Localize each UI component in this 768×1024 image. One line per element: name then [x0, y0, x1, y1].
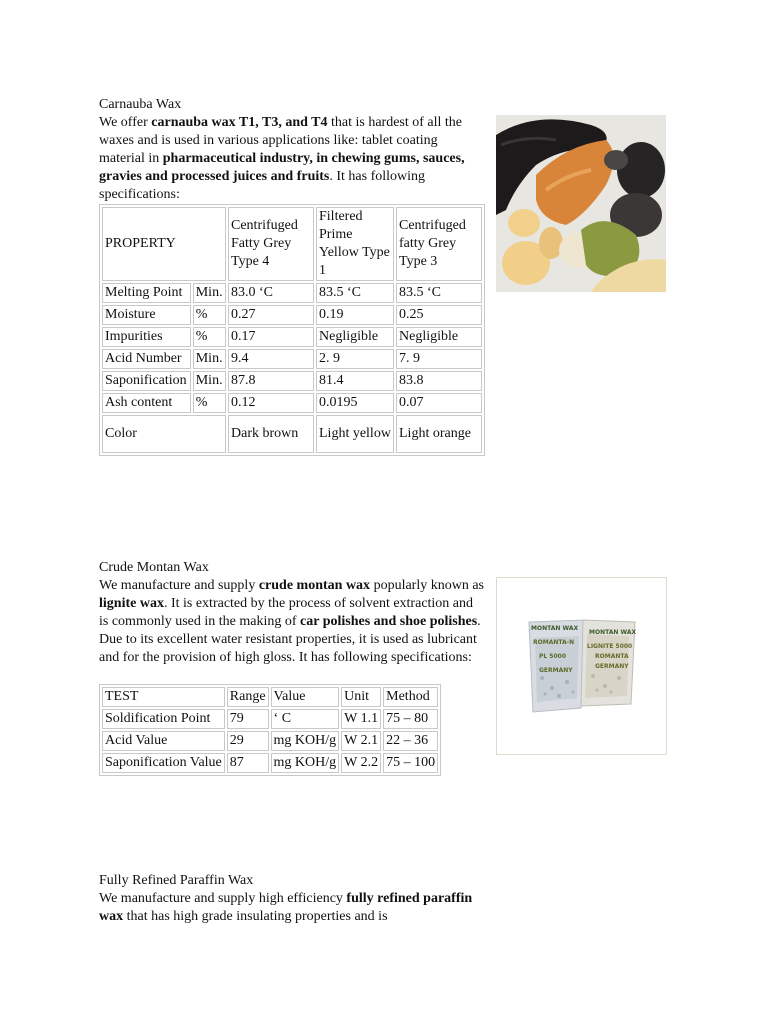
- header-cell: Centrifuged fatty Grey Type 3: [396, 207, 482, 281]
- cell: Min.: [193, 349, 226, 369]
- cell: Negligible: [316, 327, 394, 347]
- cell: 83.5 ‘C: [396, 283, 482, 303]
- table-row: [102, 349, 482, 369]
- carnauba-header-row: [102, 207, 482, 281]
- cell: Impurities: [102, 327, 191, 347]
- header-cell: Filtered Prime Yellow Type 1: [316, 207, 394, 281]
- cell: %: [193, 305, 226, 325]
- montan-spec-table: [99, 684, 441, 776]
- cell: 9.4: [228, 349, 314, 369]
- header-cell: TEST: [102, 687, 225, 707]
- cell: Moisture: [102, 305, 191, 325]
- montan-text-2: crude montan wax: [258, 578, 371, 593]
- carnauba-title: Carnauba Wax: [99, 97, 182, 112]
- cell: 0.12: [228, 393, 314, 413]
- bag-right-label-1: MONTAN WAX: [589, 629, 637, 636]
- cell: Saponification: [102, 371, 191, 391]
- paraffin-title: Fully Refined Paraffin Wax: [99, 873, 254, 888]
- cell: 0.17: [228, 327, 314, 347]
- cell: mg KOH/g: [271, 753, 340, 773]
- cell: Negligible: [396, 327, 482, 347]
- cell: 87.8: [228, 371, 314, 391]
- cell: 75 – 100: [383, 753, 438, 773]
- carnauba-text-2: carnauba wax T1, T3, and T4: [151, 115, 328, 130]
- cell: 81.4: [316, 371, 394, 391]
- carnauba-text-5: . It has following specifications:: [99, 169, 426, 202]
- cell: 0.0195: [316, 393, 394, 413]
- cell: Saponification Value: [102, 753, 225, 773]
- carnauba-wax-image: [496, 115, 666, 292]
- table-row: [102, 709, 438, 729]
- cell: Light orange: [396, 415, 482, 453]
- montan-text-1: We manufacture and supply: [99, 578, 259, 593]
- carnauba-text-3: that is hardest of all the waxes and is used in various applications like: tablet coating material in: [99, 115, 463, 166]
- table-row: [102, 731, 438, 751]
- cell: Min.: [193, 371, 226, 391]
- carnauba-spec-table: [99, 204, 485, 456]
- cell: Min.: [193, 283, 226, 303]
- header-cell: PROPERTY: [102, 207, 226, 281]
- cell: 0.19: [316, 305, 394, 325]
- cell: W 2.2: [341, 753, 381, 773]
- montan-text-7: . Due to its excellent water resistant properties, it is used as lubricant and for the provision of high gloss. It has following specifications:: [99, 614, 481, 665]
- cell: 0.25: [396, 305, 482, 325]
- paraffin-text-2: fully refined paraffin wax: [99, 891, 473, 924]
- bag-left-label-1: MONTAN WAX: [531, 625, 579, 632]
- cell: 0.07: [396, 393, 482, 413]
- table-row: [102, 393, 482, 413]
- cell: 79: [227, 709, 269, 729]
- header-cell: Unit: [341, 687, 381, 707]
- cell: Acid Number: [102, 349, 191, 369]
- bag-left-label-2: ROMANTA-N: [533, 639, 575, 646]
- cell: Color: [102, 415, 226, 453]
- montan-description: [99, 577, 484, 667]
- cell: 29: [227, 731, 269, 751]
- table-row: [102, 305, 482, 325]
- header-cell: Value: [271, 687, 340, 707]
- header-cell: Centrifuged Fatty Grey Type 4: [228, 207, 314, 281]
- table-row: [102, 371, 482, 391]
- table-row: [102, 415, 482, 453]
- montan-header-row: [102, 687, 438, 707]
- table-row: [102, 283, 482, 303]
- bag-right-label-3: ROMANTA: [595, 653, 629, 660]
- cell: 83.5 ‘C: [316, 283, 394, 303]
- cell: 87: [227, 753, 269, 773]
- montan-text-3: popularly known as: [370, 578, 484, 593]
- cell: 83.8: [396, 371, 482, 391]
- cell: 0.27: [228, 305, 314, 325]
- cell: %: [193, 327, 226, 347]
- header-cell: Method: [383, 687, 438, 707]
- paraffin-text-3: that has high grade insulating properties and is: [123, 909, 388, 924]
- cell: 2. 9: [316, 349, 394, 369]
- cell: 83.0 ‘C: [228, 283, 314, 303]
- cell: Dark brown: [228, 415, 314, 453]
- carnauba-text-1: We offer: [99, 115, 152, 130]
- carnauba-text-4: pharmaceutical industry, in chewing gums, sauces, gravies and processed juices and fruits: [99, 151, 465, 184]
- cell: 22 – 36: [383, 731, 438, 751]
- cell: W 1.1: [341, 709, 381, 729]
- cell: ‘ C: [271, 709, 340, 729]
- cell: Melting Point: [102, 283, 191, 303]
- paraffin-description: [99, 890, 484, 926]
- bag-right-label-4: GERMANY: [595, 663, 629, 670]
- cell: W 2.1: [341, 731, 381, 751]
- cell: Light yellow: [316, 415, 394, 453]
- bag-right-label-2: LIGNITE 5000: [587, 643, 633, 650]
- cell: 75 – 80: [383, 709, 438, 729]
- bag-left-label-4: GERMANY: [539, 667, 573, 674]
- montan-text-4: lignite wax: [99, 596, 164, 611]
- montan-text-6: car polishes and shoe polishes: [300, 614, 478, 629]
- cell: Soldification Point: [102, 709, 225, 729]
- cell: Ash content: [102, 393, 191, 413]
- carnauba-description: [99, 114, 484, 204]
- montan-wax-image: [496, 577, 667, 755]
- cell: 7. 9: [396, 349, 482, 369]
- bag-left-label-3: PL 5000: [539, 653, 567, 660]
- montan-text-5: . It is extracted by the process of solvent extraction and is commonly used in the making of: [99, 596, 474, 629]
- montan-title: Crude Montan Wax: [99, 560, 209, 575]
- cell: %: [193, 393, 226, 413]
- cell: mg KOH/g: [271, 731, 340, 751]
- table-row: [102, 753, 438, 773]
- paraffin-text-1: We manufacture and supply high efficiency: [99, 891, 347, 906]
- cell: Acid Value: [102, 731, 225, 751]
- table-row: [102, 327, 482, 347]
- header-cell: Range: [227, 687, 269, 707]
